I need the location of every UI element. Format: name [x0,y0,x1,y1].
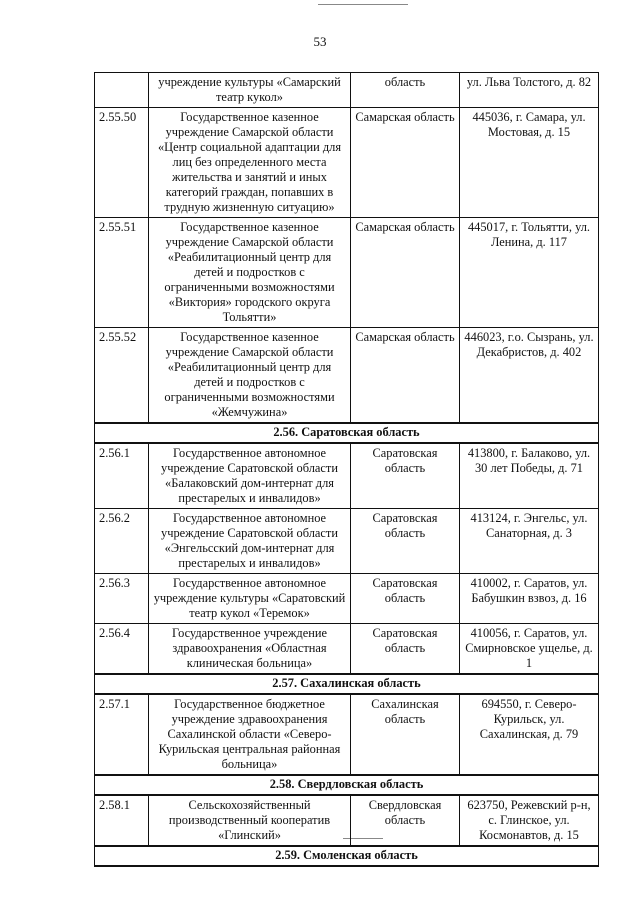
table-row [95,574,599,624]
address: ул. Льва Толстого, д. 82 [460,73,599,108]
row-number: 2.55.52 [95,328,149,424]
row-number: 2.55.50 [95,108,149,218]
table-row [95,443,599,509]
address: 694550, г. Северо-Курильск, ул. Сахалинская, д. 79 [460,694,599,775]
address: 446023, г.о. Сызрань, ул. Декабристов, д. 402 [460,328,599,424]
address: 410056, г. Саратов, ул. Смирновское ущелье, д. 1 [460,624,599,675]
section-title: 2.57. Сахалинская область [95,674,599,694]
table-row [95,108,599,218]
table-row [95,73,599,108]
address: 445036, г. Самара, ул. Мостовая, д. 15 [460,108,599,218]
row-number: 2.56.4 [95,624,149,675]
institution-name: Государственное автономное учреждение Саратовской области «Энгельсский дом-интернат для престарелых и инвалидов» [149,509,351,574]
row-number: 2.55.51 [95,218,149,328]
region-name: Саратовская область [351,574,460,624]
address: 445017, г. Тольятти, ул. Ленина, д. 117 [460,218,599,328]
institution-name: Государственное учреждение здравоохранения «Областная клиническая больница» [149,624,351,675]
section-header-row [95,423,599,443]
page-number: 53 [313,34,327,49]
region-name: область [351,73,460,108]
section-header-row [95,674,599,694]
address: 413800, г. Балаково, ул. 30 лет Победы, д. 71 [460,443,599,509]
institution-name: Сельскохозяйственный производственный кооператив «Глинский» [149,795,351,846]
section-title: 2.59. Смоленская область [95,846,599,866]
table-row [95,624,599,675]
region-name: Сахалинская область [351,694,460,775]
scan-mark-top [318,4,408,5]
address: 410002, г. Саратов, ул. Бабушкин взвоз, д. 16 [460,574,599,624]
table-row [95,694,599,775]
row-number: 2.57.1 [95,694,149,775]
row-number [95,73,149,108]
region-name: Саратовская область [351,443,460,509]
institution-name: Государственное казенное учреждение Самарской области «Реабилитационный центр для детей и подростков с ограниченными возможностями «Жемчужина» [149,328,351,424]
region-name: Самарская область [351,218,460,328]
institution-name: Государственное казенное учреждение Самарской области «Центр социальной адаптации для лиц без определенного места жительства и занятий и иных категорий граждан, попавших в трудную жизненную ситуацию» [149,108,351,218]
row-number: 2.56.2 [95,509,149,574]
address: 413124, г. Энгельс, ул. Санаторная, д. 3 [460,509,599,574]
region-name: Саратовская область [351,624,460,675]
table-row [95,328,599,424]
institution-name: Государственное казенное учреждение Самарской области «Реабилитационный центр для детей и подростков с ограниченными возможностями «Виктория» городского округа Тольятти» [149,218,351,328]
section-header-row [95,846,599,866]
table-row [95,795,599,846]
institutions-table [94,72,599,867]
table-row [95,218,599,328]
region-name: Свердловская область [351,795,460,846]
institution-name: Государственное автономное учреждение культуры «Саратовский театр кукол «Теремок» [149,574,351,624]
region-name: Самарская область [351,108,460,218]
row-number: 2.56.3 [95,574,149,624]
row-number: 2.56.1 [95,443,149,509]
address: 623750, Режевский р-н, с. Глинское, ул. Космонавтов, д. 15 [460,795,599,846]
section-title: 2.56. Саратовская область [95,423,599,443]
region-name: Самарская область [351,328,460,424]
institution-name: учреждение культуры «Самарский театр кукол» [149,73,351,108]
section-title: 2.58. Свердловская область [95,775,599,795]
row-number: 2.58.1 [95,795,149,846]
region-name: Саратовская область [351,509,460,574]
section-header-row [95,775,599,795]
institution-name: Государственное автономное учреждение Саратовской области «Балаковский дом-интернат для престарелых и инвалидов» [149,443,351,509]
table-row [95,509,599,574]
institution-name: Государственное бюджетное учреждение здравоохранения Сахалинской области «Северо-Курильская центральная районная больница» [149,694,351,775]
